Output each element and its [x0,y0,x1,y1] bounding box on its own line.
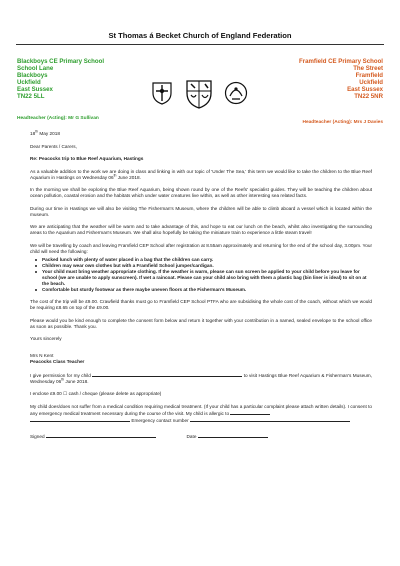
framfield-address-line: The Street [353,65,383,73]
sign-off: Yours sincerely [30,336,62,341]
letter-subject: Re: Peacocks trip to Blue Reef Aquarium, Hastings [30,156,144,161]
federation-shield-icon [185,79,213,109]
list-item: Your child must bring weather appropriate clothing. If the weather is warm, please can sun screen be applied to your child before you leave for school (we are unable to apply sunscreen). If wet a raincoat. Please can your child also bring with them a plastic bag (bin liner is ideal) to sit on at the beach. [42,269,372,287]
salutation: Dear Parents / Carers, [30,143,77,149]
letter-date: 18th May 2018 [30,129,60,136]
paragraph: In the morning we shall be exploring the Blue Reef Aquarium, being shown round by one of the Reefs' specialist guides. They will be teaching the children about ocean pollution, coastal erosion and the habitats which under water creatures live within, as well as other interesting sea related facts. [30,187,372,198]
header-divider [16,44,384,45]
framfield-headteacher: Headteacher (Acting): Mrs J Davies [302,120,383,125]
framfield-address-line: Uckfield [359,79,383,87]
signatory-role: Peacocks Class Teacher [30,359,85,364]
allergy-line[interactable] [230,410,270,415]
signature-row: Signed Date [30,433,372,440]
medical-statement: My child does/does not suffer from a medical condition requiring medical treatment. (If your child has a particular complaint please attach written details). I consent to any emergency medical treatment necessary during the course of the visit. My child is allergic to [30,403,372,416]
list-item: Packed lunch with plenty of water placed in a bag that the children can carry. [42,257,372,263]
payment-statement: I enclose £9.00 ☐ cash / cheque (please delete as appropriate) [30,391,162,396]
blackboys-school-name: Blackboys CE Primary School [17,58,105,65]
framfield-postcode: TN22 5NR [354,93,383,101]
emergency-contact-row: Emergency contact number [30,417,372,424]
paragraph: The cost of the trip will be £9.00. Crawfield thanks must go to Framfield CEP School PTFA who are subsidising the whole cost of the coach, without which we would be requiring £8.65 on top of the £9.00. [30,299,372,310]
paragraph: Please would you be kind enough to complete the consent form below and return it together with your contribution in a named, sealed envelope to the school office as soon as possible. Thank you. [30,317,372,329]
blackboys-postcode: TN22 5LL [17,93,45,101]
letter-body [30,126,372,440]
consent-statement: I give permission for my child to visit Hastings Blue Reef Aquarium & Fisherman's Museum, Wednesday 06th June 2018. [30,372,373,384]
paragraph: As a valuable addition to the work we are doing in class and linking in with our topic of 'Under The Sea,' this term we would like to take the children to the Blue Reef Aquarium in Hastings on Wednesday 06th June 2018. [30,168,372,180]
framfield-address-line: Framfield [355,72,383,80]
blackboys-address-line: Uckfield [17,79,41,87]
kit-list [30,257,372,293]
school-crest-left-icon [151,81,173,105]
framfield-address-line: East Sussex [347,86,383,94]
list-item: Children may wear own clothes but with a Framfield School jumper/cardigan. [42,263,372,269]
framfield-school-name: Framfield CE Primary School [299,58,383,65]
blackboys-address-line: School Lane [17,65,54,73]
framfield-address-block [243,58,383,101]
paragraph: We are anticipating that the weather will be warm and to take advantage of this, and hope to eat our lunch on the beach, whilst also investigating the surrounding areas to the Aquarium and Fisherman's Museum. We shall also hopefully be taking the miniature train to experience a little steam travel! [30,224,372,235]
emergency-number-line[interactable] [190,417,350,422]
paragraph: We will be travelling by coach and leaving Framfield CEP School after registration at 8.55am approximately and returning for the end of the school day, 3.00pm. Your child will need the following: [30,242,372,254]
school-crest-right-icon [224,80,248,106]
signatory-name: Mrs N Kent [30,353,54,358]
allergy-details-line[interactable] [30,417,130,422]
blackboys-address-line: East Sussex [17,86,53,94]
blackboys-address-line: Blackboys [17,72,48,80]
list-item: Comfortable but sturdy footwear as there maybe uneven floors at the Fisherman's Museum. [42,287,372,293]
federation-title: St Thomas á Becket Church of England Federation [108,31,292,40]
child-name-line[interactable] [92,372,242,377]
blackboys-headteacher: Headteacher (Acting): Mr G Sullivan [17,116,99,121]
paragraph: During our time in Hastings we will also be visiting The Fisherman's Museum, where the children will be able to climb aboard a vessel which is located within the museum. [30,205,372,217]
date-line[interactable] [198,433,268,438]
blackboys-address-block [17,58,157,101]
signature-line[interactable] [46,433,156,438]
